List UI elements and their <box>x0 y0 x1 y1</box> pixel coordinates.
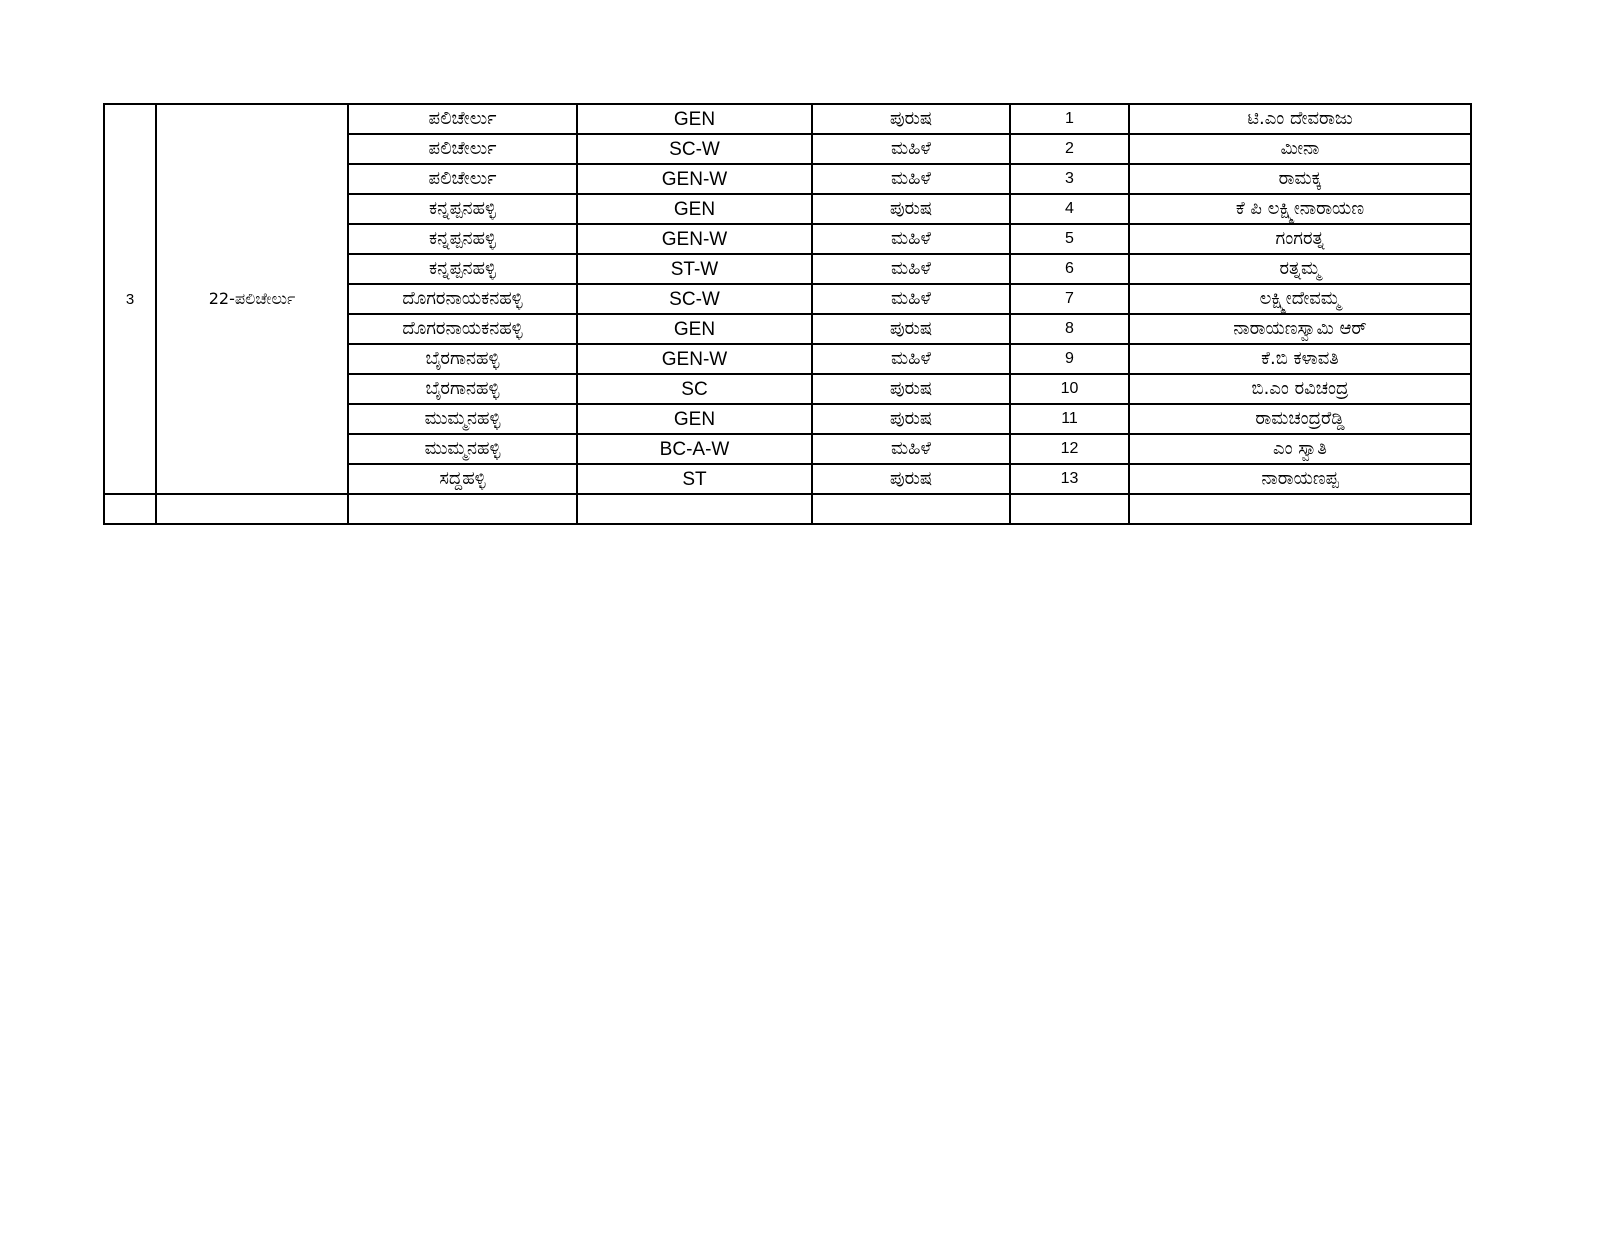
empty-cell <box>156 494 348 524</box>
serial-number-cell: 3 <box>104 104 156 494</box>
village-cell: ಪಲಿಚೇರ್ಲು <box>348 134 577 164</box>
gender-cell: ಮಹಿಳೆ <box>812 164 1010 194</box>
category-cell: GEN <box>577 194 812 224</box>
category-cell: GEN <box>577 314 812 344</box>
member-number-cell: 13 <box>1010 464 1129 494</box>
table-row <box>104 104 1471 134</box>
member-number-cell: 9 <box>1010 344 1129 374</box>
empty-cell <box>104 494 156 524</box>
gender-cell: ಮಹಿಳೆ <box>812 134 1010 164</box>
village-cell: ಸದ್ದಹಳ್ಳಿ <box>348 464 577 494</box>
category-cell: GEN-W <box>577 344 812 374</box>
member-number-cell: 6 <box>1010 254 1129 284</box>
gender-cell: ಪುರುಷ <box>812 374 1010 404</box>
gender-cell: ಪುರುಷ <box>812 404 1010 434</box>
member-name-cell: ರಾಮಕ್ಕ <box>1129 164 1471 194</box>
category-cell: GEN <box>577 104 812 134</box>
village-cell: ದೊಗರನಾಯಕನಹಳ್ಳಿ <box>348 284 577 314</box>
member-name-cell: ಮೀನಾ <box>1129 134 1471 164</box>
member-number-cell: 1 <box>1010 104 1129 134</box>
member-name-cell: ಎಂ ಸ್ವಾತಿ <box>1129 434 1471 464</box>
village-cell: ಪಲಿಚೇರ್ಲು <box>348 104 577 134</box>
category-cell: GEN-W <box>577 164 812 194</box>
gender-cell: ಮಹಿಳೆ <box>812 344 1010 374</box>
member-number-cell: 7 <box>1010 284 1129 314</box>
member-name-cell: ರತ್ನಮ್ಮ <box>1129 254 1471 284</box>
village-cell: ಕನ್ನಪ್ಪನಹಳ್ಳಿ <box>348 194 577 224</box>
gender-cell: ಮಹಿಳೆ <box>812 224 1010 254</box>
member-name-cell: ನಾರಾಯಣಸ್ವಾಮಿ ಆರ್ <box>1129 314 1471 344</box>
member-name-cell: ಕೆ.ಬಿ ಕಳಾವತಿ <box>1129 344 1471 374</box>
ward-name-cell: 22-ಪಲಿಚೇರ್ಲು <box>156 104 348 494</box>
empty-cell <box>1010 494 1129 524</box>
gender-cell: ಪುರುಷ <box>812 314 1010 344</box>
member-name-cell: ನಾರಾಯಣಪ್ಪ <box>1129 464 1471 494</box>
gender-cell: ಪುರುಷ <box>812 194 1010 224</box>
village-cell: ಬೈರಗಾನಹಳ್ಳಿ <box>348 344 577 374</box>
category-cell: ST-W <box>577 254 812 284</box>
gender-cell: ಮಹಿಳೆ <box>812 284 1010 314</box>
empty-table-row <box>104 494 1471 524</box>
empty-cell <box>577 494 812 524</box>
village-cell: ಬೈರಗಾನಹಳ್ಳಿ <box>348 374 577 404</box>
member-number-cell: 10 <box>1010 374 1129 404</box>
village-cell: ದೊಗರನಾಯಕನಹಳ್ಳಿ <box>348 314 577 344</box>
member-number-cell: 12 <box>1010 434 1129 464</box>
village-cell: ಕನ್ನಪ್ಪನಹಳ್ಳಿ <box>348 224 577 254</box>
gender-cell: ಮಹಿಳೆ <box>812 434 1010 464</box>
category-cell: ST <box>577 464 812 494</box>
empty-cell <box>348 494 577 524</box>
category-cell: GEN <box>577 404 812 434</box>
table-body <box>104 104 1471 524</box>
member-number-cell: 4 <box>1010 194 1129 224</box>
village-cell: ಮುಮ್ಮನಹಳ್ಳಿ <box>348 434 577 464</box>
category-cell: SC-W <box>577 284 812 314</box>
gender-cell: ಪುರುಷ <box>812 464 1010 494</box>
member-name-cell: ಬಿ.ಎಂ ರವಿಚಂದ್ರ <box>1129 374 1471 404</box>
member-name-cell: ಲಕ್ಷ್ಮೀದೇವಮ್ಮ <box>1129 284 1471 314</box>
member-name-cell: ಕೆ ಪಿ ಲಕ್ಷ್ಮೀನಾರಾಯಣ <box>1129 194 1471 224</box>
village-cell: ಕನ್ನಪ್ಪನಹಳ್ಳಿ <box>348 254 577 284</box>
village-cell: ಪಲಿಚೇರ್ಲು <box>348 164 577 194</box>
member-number-cell: 11 <box>1010 404 1129 434</box>
reservation-table <box>103 103 1472 525</box>
gender-cell: ಮಹಿಳೆ <box>812 254 1010 284</box>
member-number-cell: 8 <box>1010 314 1129 344</box>
member-number-cell: 3 <box>1010 164 1129 194</box>
gender-cell: ಪುರುಷ <box>812 104 1010 134</box>
member-number-cell: 2 <box>1010 134 1129 164</box>
member-name-cell: ರಾಮಚಂದ್ರರೆಡ್ಡಿ <box>1129 404 1471 434</box>
category-cell: SC <box>577 374 812 404</box>
category-cell: GEN-W <box>577 224 812 254</box>
village-cell: ಮುಮ್ಮನಹಳ್ಳಿ <box>348 404 577 434</box>
member-name-cell: ಗಂಗರತ್ನ <box>1129 224 1471 254</box>
member-number-cell: 5 <box>1010 224 1129 254</box>
empty-cell <box>1129 494 1471 524</box>
category-cell: BC-A-W <box>577 434 812 464</box>
member-name-cell: ಟಿ.ಎಂ ದೇವರಾಜು <box>1129 104 1471 134</box>
empty-cell <box>812 494 1010 524</box>
category-cell: SC-W <box>577 134 812 164</box>
